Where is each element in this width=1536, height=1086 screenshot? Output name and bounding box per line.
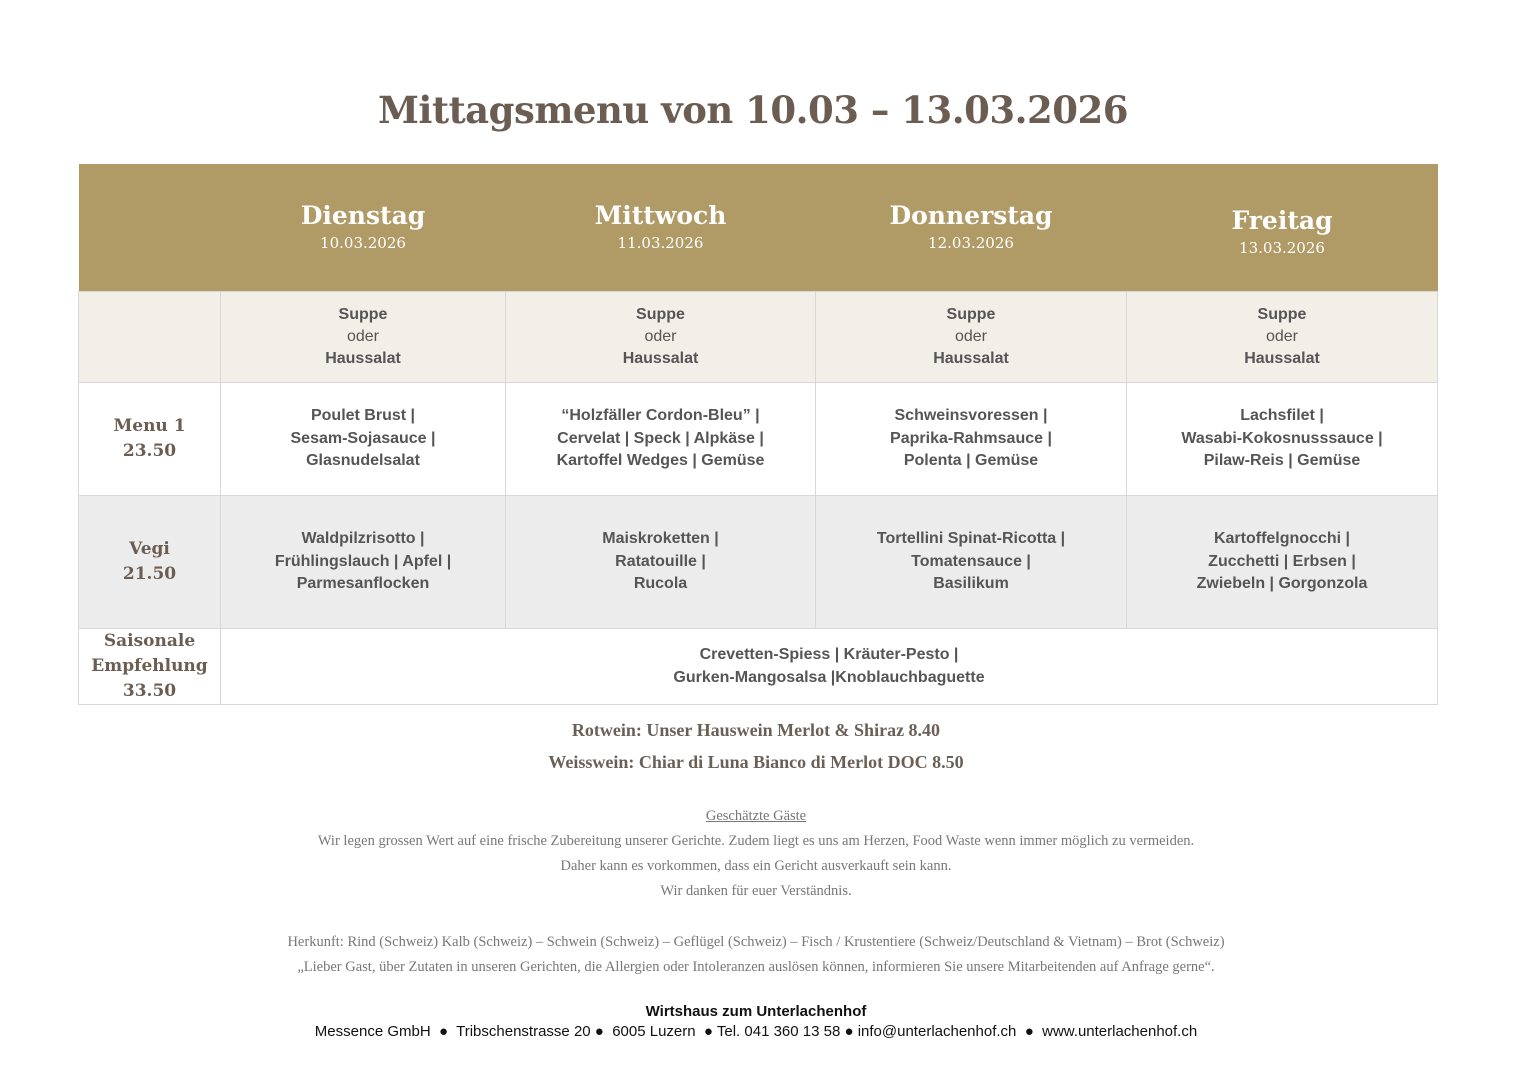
notes-line1: Wir legen grossen Wert auf eine frische Zubereitung unserer Gerichte. Zudem liegt es uns am Herzen, Food Waste wenn immer möglich zu vermeiden. — [317, 833, 1195, 849]
vegi-label-cell — [79, 496, 221, 629]
notes-line3: Wir danken für euer Verständnis. — [660, 883, 852, 899]
starter-cell — [506, 292, 816, 383]
dish-line: Lachsfilet | — [1240, 407, 1324, 425]
day-name: Donnerstag — [889, 200, 1053, 230]
day-header-mittwoch — [506, 164, 816, 292]
menu1-dish-mittwoch — [506, 383, 816, 496]
dish-line: Waldpilzrisotto | — [301, 530, 425, 548]
dish-line: Maiskroketten | — [602, 530, 719, 548]
starter-or: oder — [346, 328, 380, 345]
allergy-note: „Lieber Gast, über Zutaten in unseren Gerichten, die Allergien oder Intoleranzen auslösen können, informieren Sie unsere Mitarbeitenden auf Anfrage gerne“. — [297, 959, 1215, 975]
dish-line: Schweinsvoressen | — [894, 407, 1048, 425]
seasonal-row — [79, 629, 1438, 705]
day-date: 11.03.2026 — [617, 233, 704, 252]
day-date: 13.03.2026 — [1239, 238, 1325, 257]
day-header-freitag — [1127, 164, 1438, 292]
vegi-label: Vegi — [129, 539, 170, 559]
dish-line: Tortellini Spinat-Ricotta | — [876, 530, 1066, 548]
seasonal-price: 33.50 — [122, 681, 177, 701]
dish-line: Crevetten-Spiess | Kräuter-Pesto | — [699, 646, 959, 663]
white-wine: Weisswein: Chiar di Luna Bianco di Merlot DOC 8.50 — [548, 752, 964, 772]
dish-line: Polenta | Gemüse — [903, 452, 1039, 470]
vegi-row — [79, 496, 1438, 629]
starter-or: oder — [644, 328, 677, 345]
day-date: 10.03.2026 — [320, 233, 406, 252]
origin-note: Herkunft: Rind (Schweiz) Kalb (Schweiz) – Schwein (Schweiz) – Geflügel (Schweiz) – Fisch / Krustentiere (Schweiz/Deutschland & Vietnam) – Brot (Schweiz) — [287, 934, 1225, 950]
menu1-row — [79, 383, 1438, 496]
starter-or: oder — [954, 328, 988, 345]
day-header-row — [79, 164, 1438, 292]
dish-line: Poulet Brust | — [310, 407, 416, 425]
dish-line: Glasnudelsalat — [306, 452, 420, 470]
menu1-dish-freitag — [1127, 383, 1438, 496]
menu1-dish-donnerstag — [816, 383, 1127, 496]
vegi-dish-mittwoch — [506, 496, 816, 629]
starter-cell — [221, 292, 506, 383]
day-date: 12.03.2026 — [928, 233, 1014, 252]
dish-line: Rucola — [633, 575, 688, 593]
red-wine: Rotwein: Unser Hauswein Merlot & Shiraz 8.40 — [571, 720, 941, 740]
dish-line: Pilaw-Reis | Gemüse — [1203, 452, 1361, 470]
starter-soup: Suppe — [338, 306, 388, 323]
starter-salad: Haussalat — [1244, 350, 1320, 367]
dish-line: Frühlingslauch | Apfel | — [274, 552, 452, 570]
starter-row — [79, 292, 1438, 383]
dish-line: Zwiebeln | Gorgonzola — [1196, 575, 1368, 593]
vegi-dish-donnerstag — [816, 496, 1127, 629]
dish-line: Paprika-Rahmsauce | — [890, 429, 1052, 447]
footer-address: Messence GmbH ● Tribschenstrasse 20 ● 6005 Luzern ● Tel. 041 360 13 58 ● info@unterlachenhof.ch ● www.unterlachenhof.ch — [314, 1023, 1198, 1040]
starter-salad: Haussalat — [622, 350, 699, 367]
dish-line: Zucchetti | Erbsen | — [1208, 552, 1356, 570]
menu1-dish-dienstag — [221, 383, 506, 496]
starter-soup: Suppe — [636, 306, 685, 323]
starter-cell — [816, 292, 1127, 383]
starter-soup: Suppe — [1257, 306, 1307, 323]
day-header-donnerstag — [816, 164, 1127, 292]
day-name: Mittwoch — [594, 200, 727, 230]
notes-line2: Daher kann es vorkommen, dass ein Gericht ausverkauft sein kann. — [560, 858, 952, 874]
menu1-label: Menu 1 — [113, 416, 186, 436]
dish-line: Wasabi-Kokosnusssauce | — [1181, 429, 1383, 447]
dish-line: Cervelat | Speck | Alpkäse | — [557, 429, 764, 447]
starter-salad: Haussalat — [325, 350, 401, 367]
vegi-dish-freitag — [1127, 496, 1438, 629]
seasonal-label: Empfehlung — [91, 656, 208, 676]
dish-line: Ratatouille | — [615, 552, 706, 570]
starter-soup: Suppe — [946, 306, 996, 323]
day-name: Dienstag — [300, 200, 426, 230]
starter-or: oder — [1265, 328, 1299, 345]
header-empty-cell — [79, 164, 221, 292]
footer-name: Wirtshaus zum Unterlachenhof — [645, 1003, 867, 1020]
starter-salad: Haussalat — [933, 350, 1009, 367]
menu1-price: 23.50 — [122, 441, 177, 461]
seasonal-label: Saisonale — [103, 631, 196, 651]
seasonal-dish — [221, 629, 1438, 705]
dish-line: Tomatensauce | — [911, 552, 1031, 570]
menu-table — [78, 164, 1438, 705]
vegi-dish-dienstag — [221, 496, 506, 629]
vegi-price: 21.50 — [122, 564, 177, 584]
dish-line: Parmesanflocken — [296, 575, 430, 593]
dish-line: Gurken-Mangosalsa |Knoblauchbaguette — [673, 668, 985, 686]
dish-line: Kartoffel Wedges | Gemüse — [556, 452, 765, 470]
starter-label-cell — [79, 292, 221, 383]
menu1-label-cell — [79, 383, 221, 496]
dish-line: Basilikum — [933, 575, 1009, 593]
starter-cell — [1127, 292, 1438, 383]
page-title: Mittagsmenu von 10.03 – 13.03.2026 — [377, 88, 1129, 132]
dish-line: Kartoffelgnocchi | — [1213, 530, 1351, 548]
seasonal-label-cell — [79, 629, 221, 705]
notes-heading: Geschätzte Gäste — [705, 808, 807, 824]
day-name: Freitag — [1231, 205, 1333, 235]
day-header-dienstag — [221, 164, 506, 292]
dish-line: “Holzfäller Cordon-Bleu” | — [561, 407, 760, 425]
dish-line: Sesam-Sojasauce | — [290, 429, 436, 447]
